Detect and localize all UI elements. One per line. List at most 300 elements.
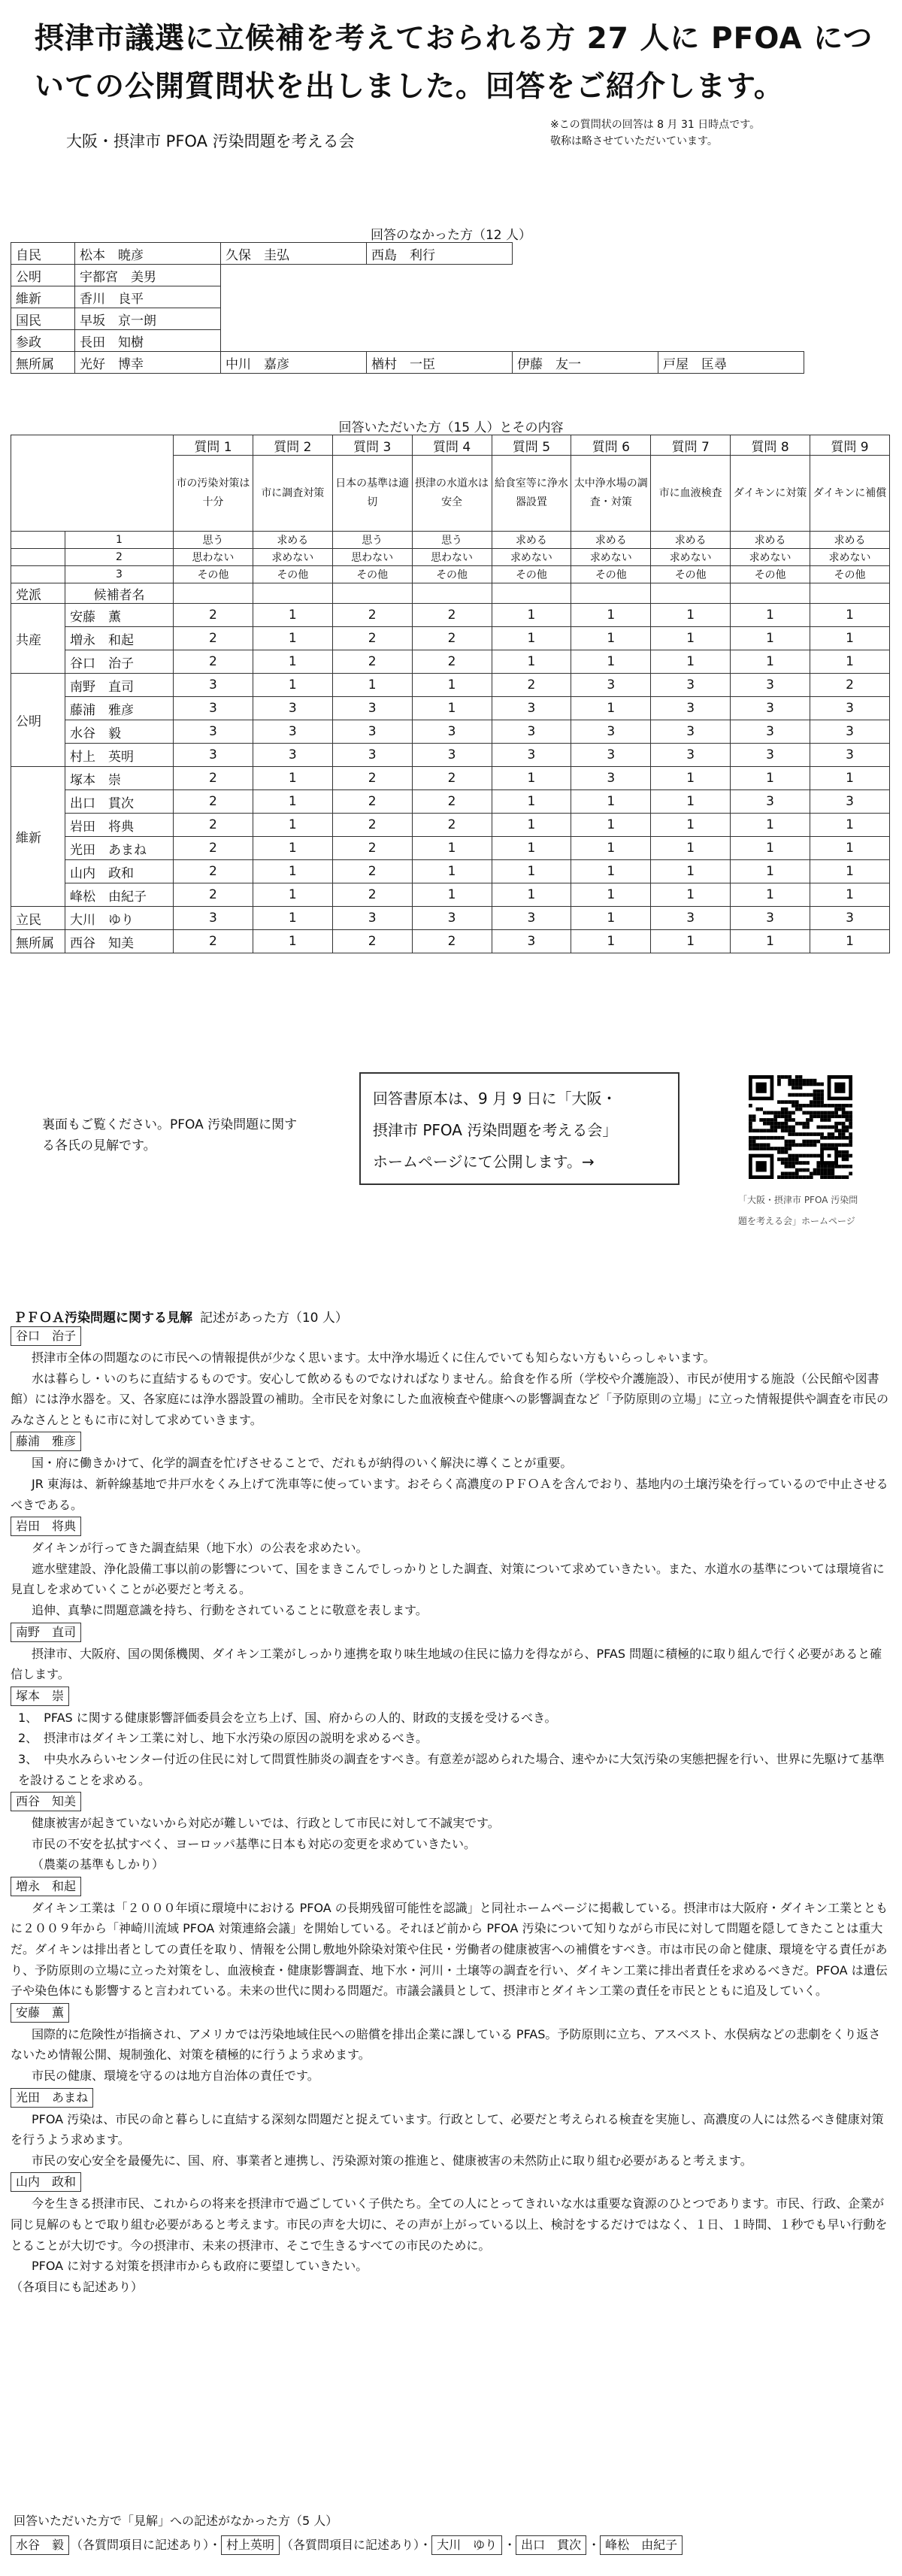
question-header: 質問 7 <box>651 435 731 456</box>
candidate-row <box>11 720 890 744</box>
candidate-name: 南野 直司 <box>65 674 174 697</box>
author-note: （各質問項目に記述あり）・ <box>281 2538 432 2552</box>
corner-cell <box>11 435 174 532</box>
answers-title: 回答いただいた方（15 人）とその内容 <box>338 420 564 435</box>
answer-cell: 3 <box>731 744 810 767</box>
no-response-title: 回答のなかった方（12 人） <box>370 228 532 243</box>
answer-cell: 3 <box>571 744 651 767</box>
candidate-name: 伊藤 友一 <box>513 352 658 374</box>
answer-cell: 2 <box>412 650 492 674</box>
answer-cell: 3 <box>332 720 412 744</box>
legend-value: 思わない <box>332 549 412 566</box>
legend-value: 思わない <box>174 549 253 566</box>
legend-row <box>11 566 890 583</box>
answer-cell: 1 <box>492 767 571 790</box>
view-entry <box>11 1325 891 1430</box>
answer-cell: 2 <box>174 627 253 650</box>
answer-cell: 3 <box>651 674 731 697</box>
answer-cell: 1 <box>253 674 332 697</box>
question-topic: 給食室等に浄水器設置 <box>492 456 571 532</box>
answer-cell: 1 <box>651 883 731 907</box>
answer-cell: 1 <box>253 790 332 814</box>
answer-cell: 1 <box>332 674 412 697</box>
party-cell: 維新 <box>11 286 75 308</box>
question-topic: 摂津の水道水は安全 <box>412 456 492 532</box>
party-cell: 共産 <box>11 604 65 674</box>
answer-cell: 3 <box>810 720 890 744</box>
name-header: 候補者名 <box>65 583 174 604</box>
answer-cell: 3 <box>174 697 253 720</box>
candidate-name: 西島 利行 <box>367 243 513 265</box>
empty-cell <box>731 583 810 604</box>
answer-cell: 2 <box>412 627 492 650</box>
answer-cell: 1 <box>651 837 731 860</box>
candidate-name: 光田 あまね <box>65 837 174 860</box>
answer-cell: 3 <box>332 744 412 767</box>
party-cell: 国民 <box>11 308 75 330</box>
box-line: 摂津市 PFOA 汚染問題を考える会」 <box>373 1121 618 1139</box>
view-paragraph: ダイキン工業は「２０００年頃に環境中における PFOA の長期残留可能性を認識」と同社ホームページに掲載している。摂津市は大阪府・ダイキン工業とともに２００９年から「神崎川流域 PFOA 対策連絡会議」を開始している。それほど前から PFOA 汚染について知りながら市民に対して問題を隠してきたことは重大だ。ダイキンは排出者としての責任を取り、情報を公開し敷地外除染対策や住民・労働者の健康被害への補償をすべき。市は市民の命と健康、環境を守る責任があり、予防原則の立場に立った対策をし、血液検査・健康影響調査、地下水・河川・土壌等の調査を行い、ダイキン工業に排出者責任を求めるべきだ。PFOA は遺伝子や染色体にも影響すると言われている。未来の世代に関わる問題だ。市議会議員として、摂津市とダイキン工業の責任を市民とともに追及していく。 <box>11 1900 888 1999</box>
note-line: ※この質問状の回答は 8 月 31 日時点です。 <box>550 119 761 131</box>
legend-code: 2 <box>65 549 174 566</box>
answer-cell: 2 <box>332 814 412 837</box>
answer-cell: 1 <box>492 860 571 883</box>
answer-cell: 2 <box>174 790 253 814</box>
view-paragraph: 2、 摂津市はダイキン工業に対し、地下水汚染の原因の説明を求めるべき。 <box>18 1731 428 1746</box>
question-topic: 日本の基準は適切 <box>332 456 412 532</box>
legend-value: 思う <box>174 532 253 549</box>
question-header: 質問 1 <box>174 435 253 456</box>
empty-cell <box>658 265 804 286</box>
answer-cell: 1 <box>810 650 890 674</box>
answer-cell: 2 <box>412 814 492 837</box>
no-response-row <box>11 243 804 265</box>
empty-cell <box>658 308 804 330</box>
empty-cell <box>332 583 412 604</box>
answer-cell: 1 <box>253 604 332 627</box>
candidate-row <box>11 790 890 814</box>
legend-value: 求める <box>731 532 810 549</box>
view-author <box>11 1430 891 1453</box>
answer-cell: 1 <box>571 837 651 860</box>
answer-cell: 1 <box>253 627 332 650</box>
answer-cell: 3 <box>810 790 890 814</box>
view-paragraph: JR 東海は、新幹線基地で井戸水をくみ上げて洗車等に使っています。おそらく高濃度のＰＦＯＡを含んでおり、基地内の土壌汚染を行っているので中止させるべきである。 <box>11 1476 888 1512</box>
answer-cell: 1 <box>651 814 731 837</box>
candidate-name: 松本 暁彦 <box>75 243 221 265</box>
answer-cell: 1 <box>571 814 651 837</box>
legend-value: その他 <box>412 566 492 583</box>
answer-cell: 3 <box>174 744 253 767</box>
author-name: 南野 直司 <box>11 1623 81 1642</box>
no-response-row <box>11 330 804 352</box>
empty-cell <box>367 265 513 286</box>
answer-cell: 3 <box>651 697 731 720</box>
answer-cell: 1 <box>731 604 810 627</box>
answer-cell: 1 <box>492 814 571 837</box>
answer-cell: 1 <box>571 930 651 953</box>
empty-cell <box>658 330 804 352</box>
legend-value: 求める <box>810 532 890 549</box>
answer-cell: 1 <box>651 604 731 627</box>
answer-cell: 2 <box>332 930 412 953</box>
view-author <box>11 1515 891 1538</box>
answer-cell: 2 <box>332 860 412 883</box>
answer-cell: 1 <box>731 767 810 790</box>
view-paragraph: （農薬の基準もしかり） <box>32 1857 165 1872</box>
answer-cell: 3 <box>412 720 492 744</box>
empty-cell <box>221 330 367 352</box>
answer-cell: 1 <box>492 650 571 674</box>
candidate-name: 峰松 由紀子 <box>65 883 174 907</box>
author-note: ・ <box>504 2538 516 2552</box>
answer-cell: 3 <box>412 744 492 767</box>
legend-value: 思わない <box>412 549 492 566</box>
empty-cell <box>221 286 367 308</box>
answer-cell: 1 <box>492 790 571 814</box>
view-entry <box>11 1430 891 1515</box>
candidate-row <box>11 697 890 720</box>
qr-caption <box>738 1190 885 1232</box>
answer-cell: 2 <box>412 930 492 953</box>
no-response-row <box>11 352 804 374</box>
answer-cell: 1 <box>731 650 810 674</box>
empty-cell <box>513 265 658 286</box>
no-response-table <box>11 242 804 374</box>
answer-cell: 1 <box>571 860 651 883</box>
box-line: ホームページにて公開します。→ <box>373 1153 595 1171</box>
answer-cell: 1 <box>412 860 492 883</box>
empty-cell <box>810 583 890 604</box>
candidate-name: 早坂 京一朗 <box>75 308 221 330</box>
legend-row <box>11 532 890 549</box>
author-name: 藤浦 雅彦 <box>11 1432 81 1451</box>
question-topic: 市の汚染対策は十分 <box>174 456 253 532</box>
party-cell: 維新 <box>11 767 65 907</box>
party-header: 党派 <box>11 583 65 604</box>
answer-cell: 1 <box>651 767 731 790</box>
answer-cell: 1 <box>731 627 810 650</box>
view-paragraph: 水は暮らし・いのちに直結するものです。安心して飲めるものでなければなりません。給食を作る所（学校や介護施設）、市民が使用する施設（公民館や図書館）には浄水器を。又、各家庭には浄水器設置の補助。全市民を対象にした血液検査や健康への影響調査など「予防原則の立場」に立った情報提供や調査を市民のみなさんとともに市に対して求めていきます。 <box>11 1371 889 1427</box>
question-header: 質問 9 <box>810 435 890 456</box>
answer-cell: 1 <box>571 907 651 930</box>
party-cell: 無所属 <box>11 352 75 374</box>
view-entry <box>11 1621 891 1685</box>
party-cell: 参政 <box>11 330 75 352</box>
candidate-row <box>11 930 890 953</box>
view-entry <box>11 2087 891 2171</box>
view-paragraph: 市民の不安を払拭すべく、ヨーロッパ基準に日本も対応の変更を求めていきたい。 <box>32 1836 477 1851</box>
empty-cell <box>513 243 658 265</box>
qr-code-icon[interactable] <box>749 1075 852 1179</box>
answer-cell: 2 <box>174 883 253 907</box>
view-paragraph: PFOA 汚染は、市民の命と暮らしに直結する深刻な問題だと捉えています。行政として、必要だと考えられる検査を実施し、高濃度の人には然るべき健康対策を行うよう求めます。 <box>11 2111 884 2147</box>
answer-cell: 3 <box>174 907 253 930</box>
answer-cell: 3 <box>731 697 810 720</box>
empty-cell <box>11 532 65 549</box>
view-author <box>11 2002 891 2024</box>
candidate-name: 谷口 治子 <box>65 650 174 674</box>
empty-cell <box>651 583 731 604</box>
answer-cell: 2 <box>174 767 253 790</box>
view-paragraph: 市民の安心安全を最優先に、国、府、事業者と連携し、汚染源対策の推進と、健康被害の未然防止に取り組む必要があると考えます。 <box>32 2153 752 2168</box>
question-header: 質問 5 <box>492 435 571 456</box>
answer-cell: 2 <box>492 674 571 697</box>
candidate-name: 大川 ゆり <box>65 907 174 930</box>
view-author <box>11 1621 891 1644</box>
answer-cell: 2 <box>332 790 412 814</box>
answer-cell: 2 <box>332 627 412 650</box>
answer-cell: 3 <box>651 720 731 744</box>
no-views-list <box>11 2534 684 2556</box>
candidate-name: 安藤 薫 <box>65 604 174 627</box>
candidate-row <box>11 814 890 837</box>
legend-value: その他 <box>332 566 412 583</box>
header-note <box>550 117 760 150</box>
answer-cell: 1 <box>253 883 332 907</box>
view-paragraph: 1、 PFAS に関する健康影響評価委員会を立ち上げ、国、府からの人的、財政的支援を受けるべき。 <box>18 1710 557 1725</box>
candidate-name: 長田 知樹 <box>75 330 221 352</box>
answer-cell: 2 <box>332 650 412 674</box>
no-response-row <box>11 308 804 330</box>
answer-cell: 2 <box>412 767 492 790</box>
party-cell: 無所属 <box>11 930 65 953</box>
legend-value: その他 <box>253 566 332 583</box>
party-cell: 公明 <box>11 265 75 286</box>
question-topic: ダイキンに補償 <box>810 456 890 532</box>
qr-caption-line: 「大阪・摂津市 PFOA 汚染問 <box>738 1195 858 1205</box>
answer-cell: 3 <box>174 720 253 744</box>
question-header: 質問 4 <box>412 435 492 456</box>
answer-cell: 3 <box>332 907 412 930</box>
answer-cell: 1 <box>492 627 571 650</box>
answer-cell: 3 <box>253 720 332 744</box>
question-topic: 市に調査対策 <box>253 456 332 532</box>
candidate-row <box>11 860 890 883</box>
view-entry <box>11 1875 891 2002</box>
legend-value: 求めない <box>731 549 810 566</box>
views-subheading: 記述があった方（10 人） <box>200 1311 348 1326</box>
question-topic: 太中浄水場の調査・対策 <box>571 456 651 532</box>
candidate-name: 戸屋 匡尋 <box>658 352 804 374</box>
answer-cell: 3 <box>332 697 412 720</box>
empty-cell <box>412 583 492 604</box>
legend-value: 思う <box>412 532 492 549</box>
answer-cell: 2 <box>332 767 412 790</box>
answer-cell: 3 <box>651 907 731 930</box>
answer-cell: 3 <box>571 720 651 744</box>
no-response-row <box>11 286 804 308</box>
candidate-header-row <box>11 583 890 604</box>
question-header: 質問 8 <box>731 435 810 456</box>
answer-cell: 2 <box>412 790 492 814</box>
answer-cell: 3 <box>810 744 890 767</box>
view-paragraph: 市民の健康、環境を守るのは地方自治体の責任です。 <box>32 2068 319 2084</box>
answer-cell: 2 <box>174 837 253 860</box>
author-name: 峰松 由紀子 <box>600 2535 683 2555</box>
original-answers-box <box>359 1072 680 1185</box>
author-name: 大川 ゆり <box>431 2535 502 2555</box>
legend-value: 求めない <box>810 549 890 566</box>
legend-value: その他 <box>810 566 890 583</box>
answer-cell: 1 <box>253 930 332 953</box>
answer-cell: 3 <box>810 907 890 930</box>
answer-cell: 1 <box>492 837 571 860</box>
empty-cell <box>658 243 804 265</box>
answer-cell: 1 <box>651 790 731 814</box>
answer-cell: 1 <box>731 837 810 860</box>
view-paragraph: 3、 中央水みらいセンター付近の住民に対して問質性肺炎の調査をすべき。有意差が認められた場合、速やかに大気汚染の実態把握を行い、世界に先駆けて基準を設けることを求める。 <box>18 1751 885 1787</box>
box-line: 回答書原本は、9 月 9 日に「大阪・ <box>373 1089 617 1108</box>
legend-value: その他 <box>492 566 571 583</box>
author-name: 出口 貫次 <box>516 2535 586 2555</box>
answer-cell: 3 <box>492 907 571 930</box>
answer-cell: 2 <box>174 814 253 837</box>
answer-cell: 2 <box>332 604 412 627</box>
views-heading: ＰＦＯＡ汚染問題に関する見解 <box>14 1311 192 1326</box>
party-cell: 立民 <box>11 907 65 930</box>
answer-cell: 1 <box>810 767 890 790</box>
view-paragraph: ダイキンが行ってきた調査結果（地下水）の公表を求めたい。 <box>32 1541 368 1556</box>
answer-cell: 1 <box>731 883 810 907</box>
answer-cell: 1 <box>651 627 731 650</box>
answer-cell: 3 <box>731 907 810 930</box>
view-paragraph: 今を生きる摂津市民、これからの将来を摂津市で過ごしていく子供たち。全ての人にとってきれいな水は重要な資源のひとつであります。市民、行政、企業が同じ見解のもとで取り組む必要があると考えます。市民の声を大切に、その声が上がっている以上、検討をするだけではなく、１日、１時間、１秒でも早い行動をとることが大切です。今の摂津市、未来の摂津市、そこで生きるすべての市民のために。 <box>11 2196 888 2253</box>
view-author <box>11 1790 891 1813</box>
answer-cell: 1 <box>412 883 492 907</box>
view-entry <box>11 2171 891 2297</box>
candidate-row <box>11 744 890 767</box>
answer-cell: 1 <box>253 860 332 883</box>
views-section <box>11 1325 891 2297</box>
answer-cell: 1 <box>810 604 890 627</box>
author-name: 西谷 知美 <box>11 1792 81 1811</box>
author-name: 谷口 治子 <box>11 1326 81 1346</box>
answers-table <box>11 435 890 953</box>
question-header-row <box>11 435 890 456</box>
author-note: ・ <box>588 2538 601 2552</box>
candidate-row <box>11 627 890 650</box>
empty-cell <box>11 566 65 583</box>
no-response-row <box>11 265 804 286</box>
question-header: 質問 6 <box>571 435 651 456</box>
legend-value: 求める <box>651 532 731 549</box>
answer-cell: 1 <box>810 860 890 883</box>
view-paragraph: 追伸、真摯に問題意識を持ち、行動をされていることに敬意を表します。 <box>32 1602 428 1617</box>
candidate-name: 水谷 毅 <box>65 720 174 744</box>
empty-cell <box>571 583 651 604</box>
answer-cell: 3 <box>651 744 731 767</box>
legend-value: 求める <box>253 532 332 549</box>
empty-cell <box>658 286 804 308</box>
legend-value: 求めない <box>651 549 731 566</box>
author-name: 水谷 毅 <box>11 2535 69 2555</box>
question-topic: 市に血液検査 <box>651 456 731 532</box>
answer-cell: 1 <box>651 930 731 953</box>
answer-cell: 2 <box>332 837 412 860</box>
answer-cell: 2 <box>174 604 253 627</box>
legend-row <box>11 549 890 566</box>
answer-cell: 3 <box>253 697 332 720</box>
answer-cell: 2 <box>810 674 890 697</box>
answer-cell: 1 <box>571 697 651 720</box>
view-entry <box>11 1790 891 1875</box>
candidate-row <box>11 674 890 697</box>
view-paragraph: PFOA に対する対策を摂津市からも政府に要望していきたい。 <box>32 2259 368 2274</box>
answer-cell: 1 <box>253 814 332 837</box>
author-name: 塚本 崇 <box>11 1687 69 1706</box>
views-title <box>14 1307 348 1326</box>
legend-code: 3 <box>65 566 174 583</box>
view-author <box>11 1325 891 1347</box>
answer-cell: 1 <box>492 883 571 907</box>
answer-cell: 1 <box>651 860 731 883</box>
candidate-name: 藤浦 雅彦 <box>65 697 174 720</box>
view-entry <box>11 2002 891 2087</box>
legend-value: 求めない <box>253 549 332 566</box>
answer-cell: 3 <box>492 930 571 953</box>
answer-cell: 1 <box>412 674 492 697</box>
candidate-name: 久保 圭弘 <box>221 243 367 265</box>
answer-cell: 1 <box>810 814 890 837</box>
answer-cell: 1 <box>810 837 890 860</box>
answer-cell: 3 <box>492 744 571 767</box>
candidate-name: 香川 良平 <box>75 286 221 308</box>
answer-cell: 3 <box>492 720 571 744</box>
legend-value: 求めない <box>571 549 651 566</box>
answer-cell: 3 <box>174 674 253 697</box>
candidate-name: 塚本 崇 <box>65 767 174 790</box>
empty-cell <box>367 330 513 352</box>
view-entry <box>11 1515 891 1620</box>
answer-cell: 3 <box>731 790 810 814</box>
candidate-name: 宇都宮 美男 <box>75 265 221 286</box>
answer-cell: 1 <box>571 650 651 674</box>
organization-name: 大阪・摂津市 PFOA 汚染問題を考える会 <box>66 132 355 150</box>
answer-cell: 1 <box>253 767 332 790</box>
author-name: 光田 あまね <box>11 2088 93 2108</box>
candidate-name: 中川 嘉彦 <box>221 352 367 374</box>
answer-cell: 1 <box>253 650 332 674</box>
view-author <box>11 1875 891 1898</box>
answer-cell: 1 <box>731 860 810 883</box>
answer-cell: 1 <box>571 627 651 650</box>
legend-value: 求めない <box>492 549 571 566</box>
answer-cell: 1 <box>571 604 651 627</box>
view-paragraph: 摂津市全体の問題なのに市民への情報提供が少なく思います。太中浄水場近くに住んでいても知らない方もいらっしゃいます。 <box>32 1350 716 1365</box>
candidate-name: 西谷 知美 <box>65 930 174 953</box>
legend-value: その他 <box>651 566 731 583</box>
view-author <box>11 1685 891 1708</box>
view-paragraph: 国・府に働きかけて、化学的調査を忙げさせることで、だれもが納得のいく解決に導くことが重要。 <box>32 1456 573 1471</box>
party-cell: 自民 <box>11 243 75 265</box>
back-page-note: 裏面もご覧ください。PFOA 汚染問題に関する各氏の見解です。 <box>42 1117 298 1153</box>
answer-cell: 2 <box>412 604 492 627</box>
no-views-title: 回答いただいた方で「見解」への記述がなかった方（5 人） <box>14 2514 338 2528</box>
note-line: 敬称は略させていただいています。 <box>550 135 718 147</box>
legend-value: その他 <box>174 566 253 583</box>
author-name: 安藤 薫 <box>11 2003 69 2023</box>
candidate-name: 村上 英明 <box>65 744 174 767</box>
question-header: 質問 2 <box>253 435 332 456</box>
legend-code: 1 <box>65 532 174 549</box>
qr-caption-line: 題を考える会」ホームページ <box>738 1216 855 1226</box>
legend-value: 求める <box>571 532 651 549</box>
answer-cell: 1 <box>731 814 810 837</box>
answer-cell: 3 <box>412 907 492 930</box>
answer-cell: 1 <box>731 930 810 953</box>
candidate-name: 楢村 一臣 <box>367 352 513 374</box>
